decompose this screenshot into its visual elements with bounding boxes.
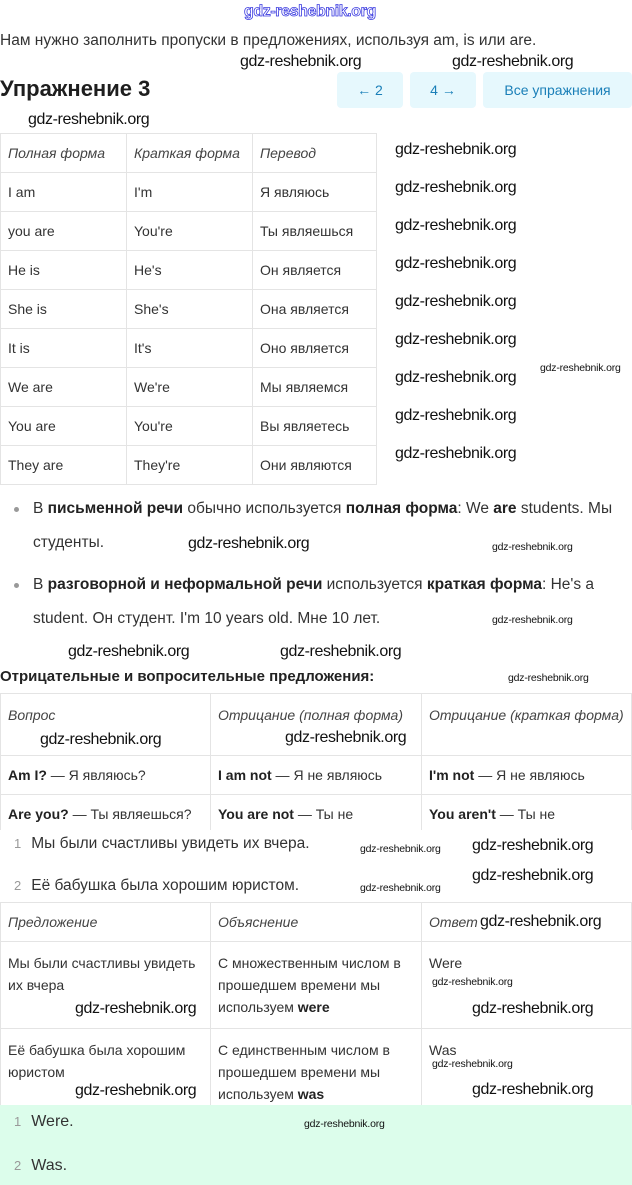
bullet-dot-icon bbox=[14, 507, 19, 512]
watermark: gdz-reshebnik.org bbox=[280, 643, 402, 660]
watermark: gdz-reshebnik.org bbox=[68, 643, 190, 660]
watermark: gdz-reshebnik.org bbox=[432, 1058, 513, 1070]
watermark: gdz-reshebnik.org bbox=[472, 1081, 594, 1098]
all-exercises-button[interactable]: Все упражнения bbox=[483, 72, 632, 108]
header-cell: Отрицание (краткая форма) bbox=[422, 694, 632, 756]
watermark-logo: gdz-reshebnik.org bbox=[244, 3, 376, 20]
table-row bbox=[1, 368, 377, 407]
sentence-cell: Её бабушка была хорошим юристом bbox=[1, 1029, 211, 1116]
watermark: gdz-reshebnik.org bbox=[472, 837, 594, 854]
table-row bbox=[1, 446, 377, 485]
page-title: Упражнение 3 bbox=[0, 76, 151, 101]
watermark: gdz-reshebnik.org bbox=[472, 1000, 594, 1017]
watermark: gdz-reshebnik.org bbox=[360, 843, 441, 855]
table-row bbox=[1, 290, 377, 329]
table-cell: I'm bbox=[127, 173, 253, 212]
table-cell: You aren't — Ты не bbox=[422, 795, 632, 831]
table-row bbox=[1, 1029, 632, 1116]
explanation-cell: С множественным числом в прошедшем времени мы используем were bbox=[211, 942, 422, 1029]
table-cell: We're bbox=[127, 368, 253, 407]
table-cell: You are bbox=[1, 407, 127, 446]
table-cell: I am not — Я не являюсь bbox=[211, 756, 422, 795]
next-exercise-button[interactable]: 4 → bbox=[410, 72, 476, 108]
table-cell: They're bbox=[127, 446, 253, 485]
table-row bbox=[1, 942, 632, 1029]
watermark: gdz-reshebnik.org bbox=[432, 976, 513, 988]
prev-exercise-button[interactable]: ← 2 bbox=[337, 72, 403, 108]
sentence-cell: Мы были счастливы увидеть их вчера bbox=[1, 942, 211, 1029]
header-cell: Вопрос bbox=[1, 694, 211, 756]
table-cell: You are not — Ты не bbox=[211, 795, 422, 831]
table-cell: You're bbox=[127, 407, 253, 446]
sentence-item: 1 Мы были счастливы увидеть их вчера. bbox=[14, 835, 310, 852]
table-cell: We are bbox=[1, 368, 127, 407]
table-cell: Вы являетесь bbox=[253, 407, 377, 446]
table-cell: I'm not — Я не являюсь bbox=[422, 756, 632, 795]
section-heading: Отрицательные и вопросительные предложения: bbox=[0, 668, 375, 685]
watermark: gdz-reshebnik.org bbox=[395, 217, 517, 234]
table-row bbox=[1, 756, 632, 795]
table-cell: Are you? — Ты являешься? bbox=[1, 795, 211, 831]
task-description: Нам нужно заполнить пропуски в предложениях, используя am, is или are. bbox=[0, 32, 537, 49]
watermark: gdz-reshebnik.org bbox=[508, 672, 589, 684]
watermark: gdz-reshebnik.org bbox=[395, 445, 517, 462]
watermark: gdz-reshebnik.org bbox=[240, 53, 362, 70]
header-cell: Краткая форма bbox=[127, 134, 253, 173]
table-cell: It's bbox=[127, 329, 253, 368]
watermark: gdz-reshebnik.org bbox=[75, 1000, 197, 1017]
watermark: gdz-reshebnik.org bbox=[40, 731, 162, 748]
table-row bbox=[1, 212, 377, 251]
watermark: gdz-reshebnik.org bbox=[480, 913, 602, 930]
header-cell: Ответ bbox=[422, 903, 632, 942]
table-cell: It is bbox=[1, 329, 127, 368]
watermark: gdz-reshebnik.org bbox=[395, 369, 517, 386]
table-cell: Ты являешься bbox=[253, 212, 377, 251]
forms-table bbox=[0, 133, 377, 485]
watermark: gdz-reshebnik.org bbox=[304, 1118, 385, 1130]
negatives-table bbox=[0, 693, 632, 830]
table-cell: She's bbox=[127, 290, 253, 329]
answer-item: 2 Was. bbox=[14, 1157, 68, 1174]
table-cell: Она является bbox=[253, 290, 377, 329]
table-cell: Он является bbox=[253, 251, 377, 290]
watermark: gdz-reshebnik.org bbox=[452, 53, 574, 70]
table-cell: Оно является bbox=[253, 329, 377, 368]
bullet-item: В разговорной и неформальной речи используется краткая форма: He's a student. Он студент. I'm 10 years old. Мне 10 лет. bbox=[14, 568, 632, 636]
table-row bbox=[1, 173, 377, 212]
table-header-row bbox=[1, 134, 377, 173]
bullet-item: В письменной речи обычно используется полная форма: We are students. Мы студенты. bbox=[14, 492, 632, 560]
watermark: gdz-reshebnik.org bbox=[395, 141, 517, 158]
watermark: gdz-reshebnik.org bbox=[28, 111, 150, 128]
table-cell: He's bbox=[127, 251, 253, 290]
table-cell: you are bbox=[1, 212, 127, 251]
watermark: gdz-reshebnik.org bbox=[188, 535, 310, 552]
table-row bbox=[1, 795, 632, 831]
watermark: gdz-reshebnik.org bbox=[395, 255, 517, 272]
bullet-dot-icon bbox=[14, 583, 19, 588]
table-cell: Они являются bbox=[253, 446, 377, 485]
header-cell: Полная форма bbox=[1, 134, 127, 173]
header-cell: Перевод bbox=[253, 134, 377, 173]
watermark: gdz-reshebnik.org bbox=[75, 1082, 197, 1099]
watermark: gdz-reshebnik.org bbox=[360, 882, 441, 894]
negatives-table-wrap bbox=[0, 693, 632, 830]
watermark: gdz-reshebnik.org bbox=[540, 362, 621, 374]
table-cell: They are bbox=[1, 446, 127, 485]
table-cell: You're bbox=[127, 212, 253, 251]
watermark: gdz-reshebnik.org bbox=[492, 541, 573, 553]
watermark: gdz-reshebnik.org bbox=[395, 331, 517, 348]
table-cell: She is bbox=[1, 290, 127, 329]
header-cell: Отрицание (полная форма) bbox=[211, 694, 422, 756]
table-cell: Am I? — Я являюсь? bbox=[1, 756, 211, 795]
watermark: gdz-reshebnik.org bbox=[395, 407, 517, 424]
explanation-cell: С единственным числом в прошедшем времени мы используем was bbox=[211, 1029, 422, 1116]
answer-cell: Was bbox=[422, 1029, 632, 1116]
table-row bbox=[1, 407, 377, 446]
table-row bbox=[1, 329, 377, 368]
table-cell: Я являюсь bbox=[253, 173, 377, 212]
sentence-item: 2 Её бабушка была хорошим юристом. bbox=[14, 877, 300, 894]
table-cell: Мы являемся bbox=[253, 368, 377, 407]
watermark: gdz-reshebnik.org bbox=[395, 179, 517, 196]
watermark: gdz-reshebnik.org bbox=[395, 293, 517, 310]
header-cell: Предложение bbox=[1, 903, 211, 942]
table-cell: I am bbox=[1, 173, 127, 212]
table-cell: He is bbox=[1, 251, 127, 290]
answer-item: 1 Were. bbox=[14, 1113, 74, 1130]
watermark: gdz-reshebnik.org bbox=[492, 614, 573, 626]
table-row bbox=[1, 251, 377, 290]
solution-table bbox=[0, 902, 632, 1116]
header-cell: Объяснение bbox=[211, 903, 422, 942]
answer-box bbox=[0, 1105, 632, 1185]
answer-cell: Were bbox=[422, 942, 632, 1029]
watermark: gdz-reshebnik.org bbox=[285, 729, 407, 746]
watermark: gdz-reshebnik.org bbox=[472, 867, 594, 884]
